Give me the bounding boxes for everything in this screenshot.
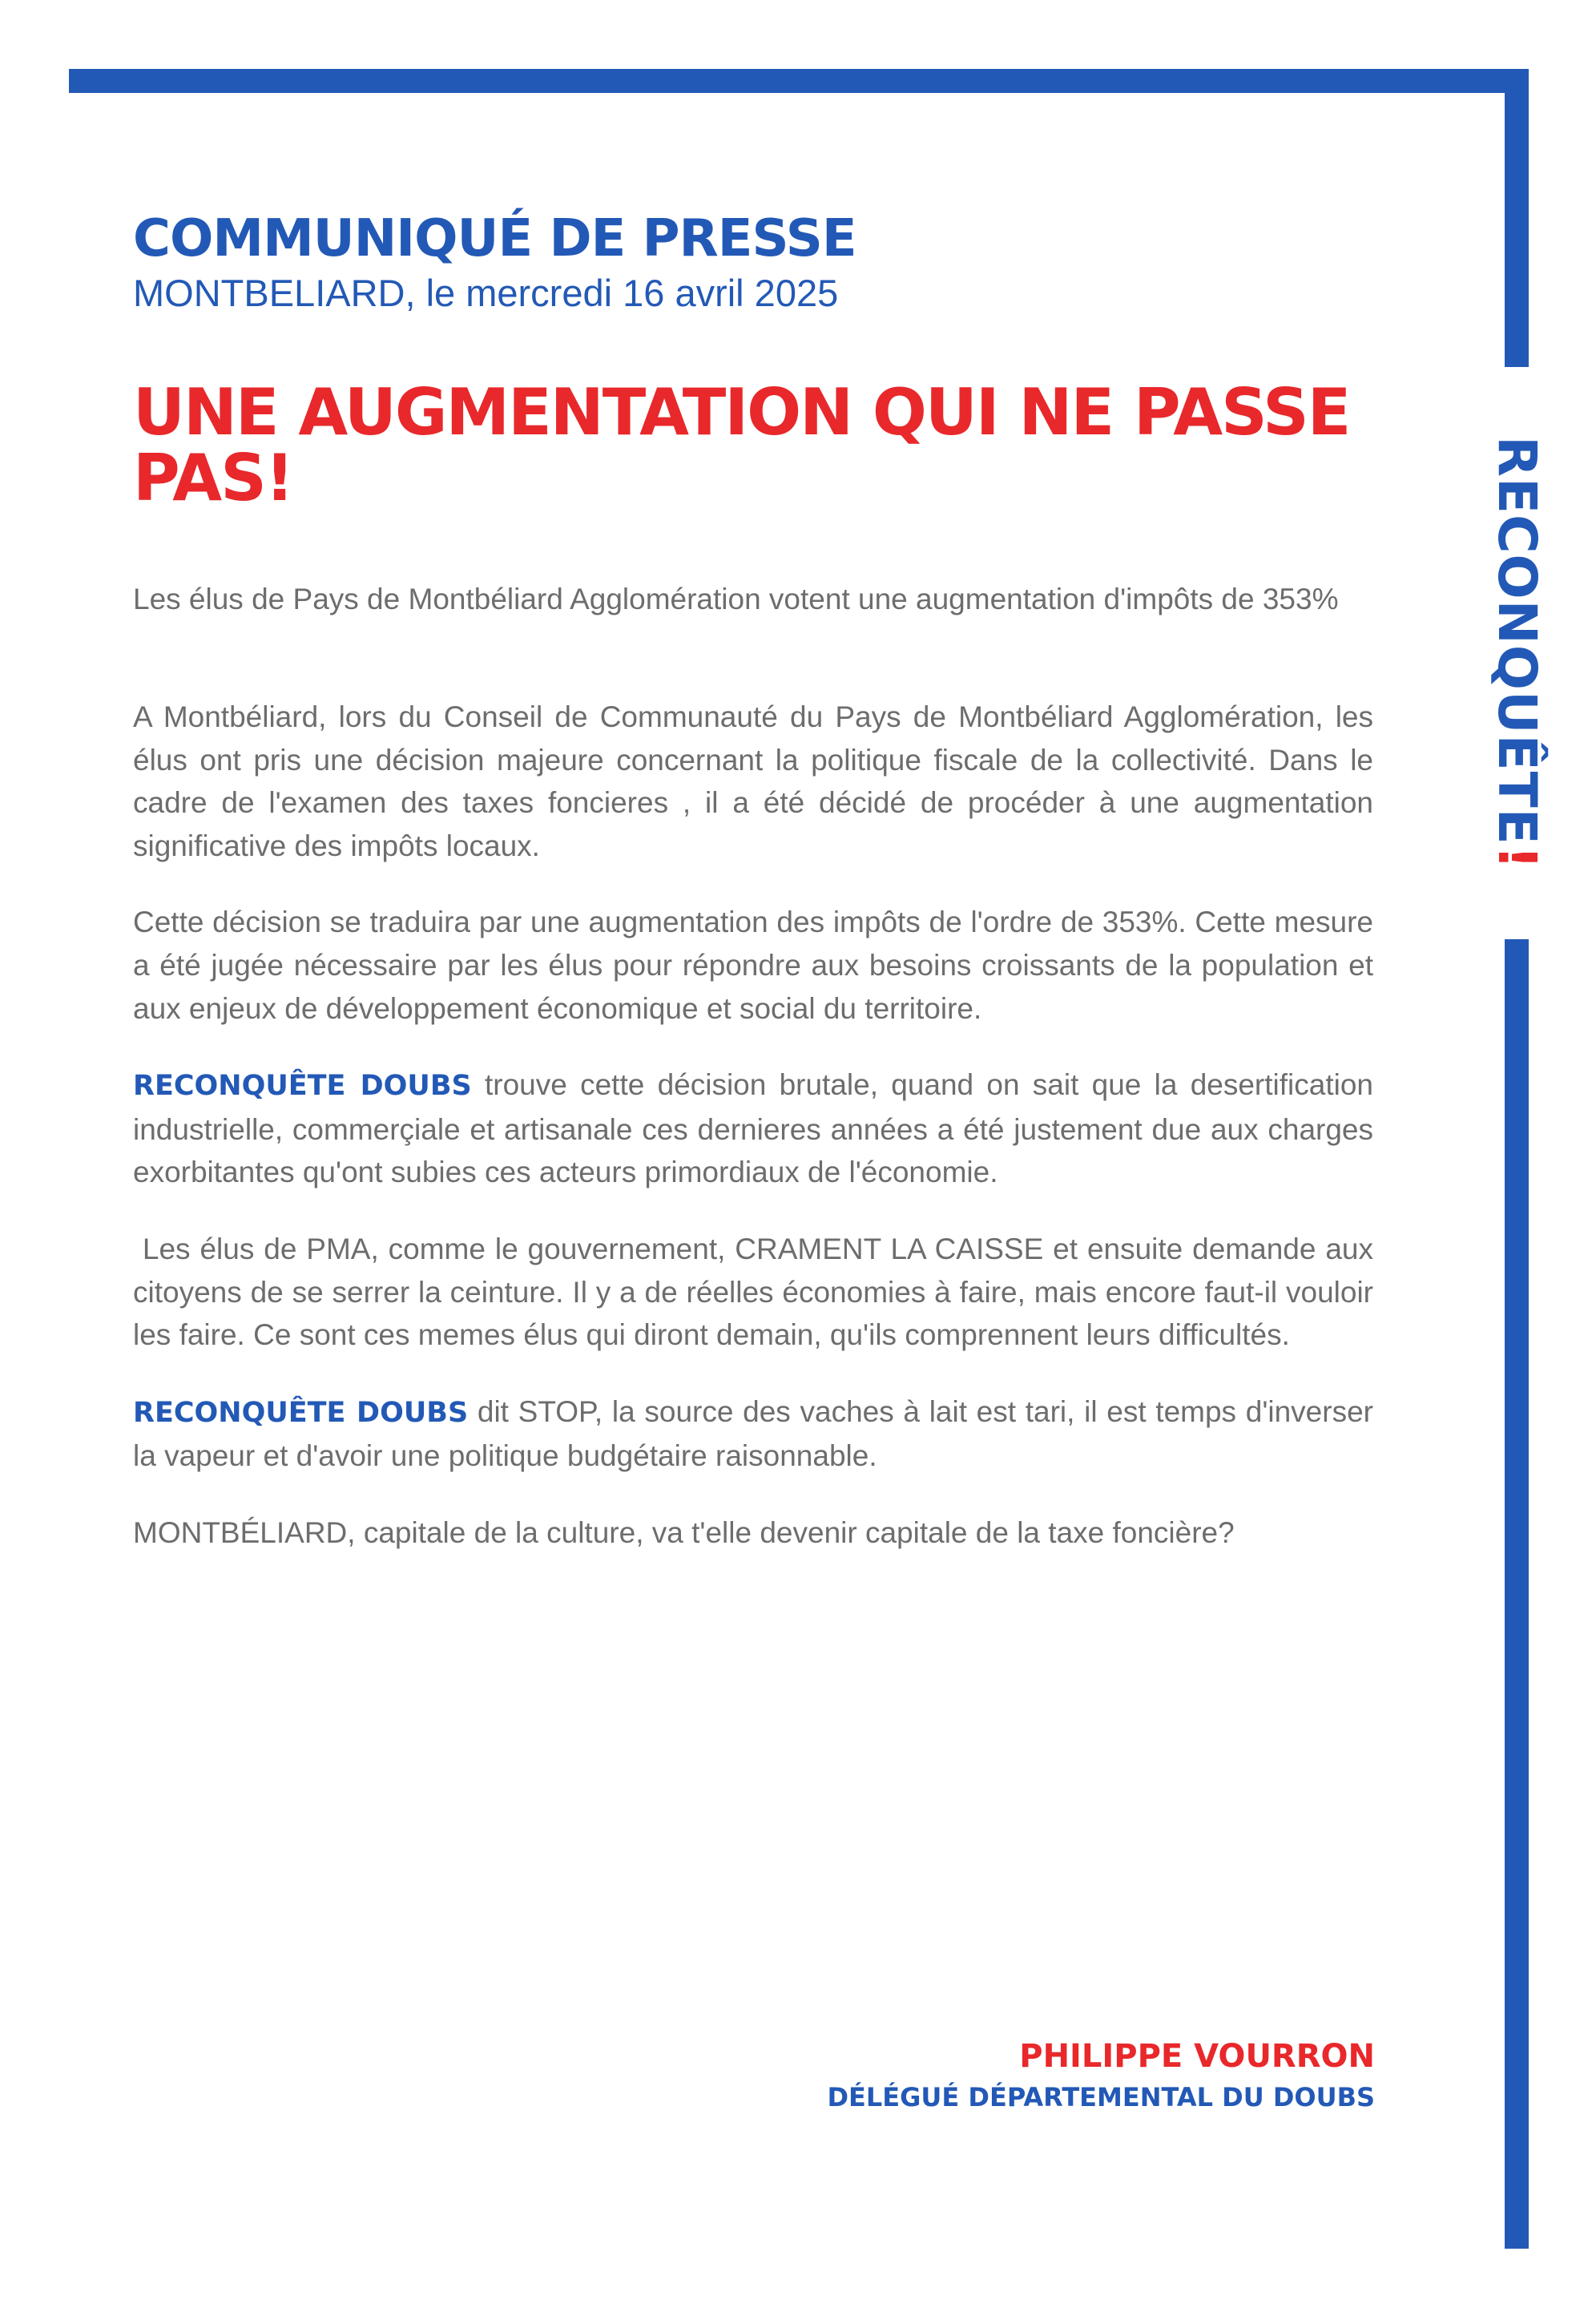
paragraph-3-text: trouve cette décision brutale, quand on sait que la desertification industrielle, commerçiale et artisanale ces dernieres années a été justement due aux charges exorbitantes qu'ont subies ces acteurs primordiaux de l'économie. [133,1068,1373,1189]
paragraph-4: Les élus de PMA, comme le gouvernement, CRAMENT LA CAISSE et ensuite demande aux citoyens de se serrer la ceinture. Il y a de réelles économies à faire, mais encore faut-il vouloir les faire. Ce sont ces memes élus qui diront demain, qu'ils comprennent leurs difficultés. [133,1232,1382,1352]
frame-right-bar-upper [1505,69,1529,367]
press-body [133,696,1382,1588]
signatory-name: PHILIPPE VOURRON [1019,2038,1375,2075]
frame-top-bar [69,69,1529,93]
reconquete-logo [1486,436,1548,870]
frame-right-bar-lower [1505,939,1529,2249]
subtitle: Les élus de Pays de Montbéliard Agglomération votent une augmentation d'impôts de 353% [133,583,1339,615]
party-name-highlight: RECONQUÊTE DOUBS [133,1396,469,1429]
place-and-date: MONTBELIARD, le mercredi 16 avril 2025 [133,271,839,314]
party-name-highlight: RECONQUÊTE DOUBS [133,1070,472,1103]
paragraph-5 [133,1390,1373,1478]
document-type-title: COMMUNIQUÉ DE PRESSE [133,209,856,268]
logo-exclamation-mark: ! [1486,845,1548,870]
paragraph-2: Cette décision se traduira par une augmentation des impôts de l'ordre de 353%. Cette mesure a été jugée nécessaire par les élus pour répondre aux besoins croissants de la population et aux enjeux de développement économique et social du territoire. [133,906,1373,1025]
paragraph-5-text: dit STOP, la source des vaches à lait est tari, il est temps d'inverser la vapeur et d'avoir une politique budgétaire raisonnable. [133,1394,1373,1473]
headline: UNE AUGMENTATION QUI NE PASSE PAS! [133,375,1350,516]
signatory-role: DÉLÉGUÉ DÉPARTEMENTAL DU DOUBS [827,2082,1375,2112]
logo-text: RECONQUÊTE [1486,436,1548,845]
paragraph-1: A Montbéliard, lors du Conseil de Communauté du Pays de Montbéliard Agglomération, les élus ont pris une décision majeure concernant la politique fiscale de la collectivité. Dans le cadre de l'examen des taxes foncieres , il a été décidé de procéder à une augmentation significative des impôts locaux. [133,700,1373,862]
press-header [133,210,1383,316]
paragraph-6: MONTBÉLIARD, capitale de la culture, va t'elle devenir capitale de la taxe foncière? [133,1515,1235,1549]
paragraph-3 [133,1063,1373,1194]
signature-block [827,2036,1375,2118]
